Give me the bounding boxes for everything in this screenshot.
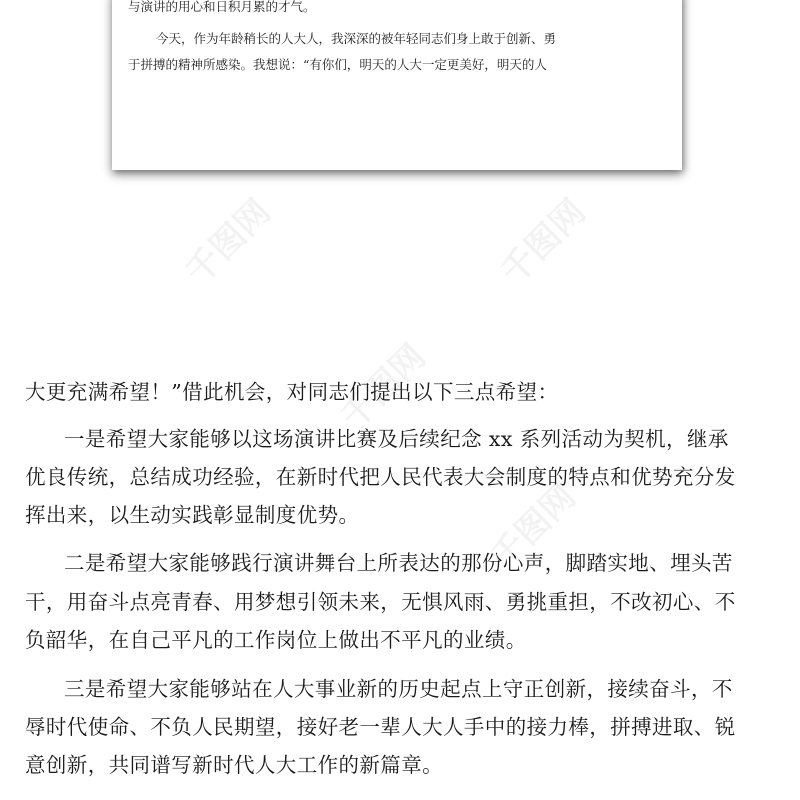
paragraph-1-line: 挥出来，以生动实践彰显制度优势。 xyxy=(25,503,360,527)
paper-preview-card xyxy=(112,0,682,170)
paper-line: 与演讲的用心和日积月累的才气。 xyxy=(128,0,316,14)
paragraph-2-line: 干，用奋斗点亮青春、用梦想引领未来，无惧风雨、勇挑重担，不改初心、不 xyxy=(25,590,736,614)
watermark: 千图网 xyxy=(178,191,279,293)
paragraph-3-line: 辱时代使命、不负人民期望，接好老一辈人大人手中的接力棒，拼搏进取、锐 xyxy=(25,715,736,739)
paragraph-1-line: 一是希望大家能够以这场演讲比赛及后续纪念 xx 系列活动为契机，继承 xyxy=(64,427,729,451)
watermark: 千图网 xyxy=(483,476,584,578)
paragraph-3-line: 意创新，共同谱写新时代人大工作的新篇章。 xyxy=(25,753,443,777)
paragraph-3-line: 三是希望大家能够站在人大事业新的历史起点上守正创新，接续奋斗，不 xyxy=(64,677,733,701)
watermark: 千图网 xyxy=(333,336,434,438)
paragraph-2-line: 二是希望大家能够践行演讲舞台上所表达的那份心声，脚踏实地、埋头苦 xyxy=(64,551,733,575)
paragraph-1-line: 优良传统，总结成功经验，在新时代把人民代表大会制度的特点和优势充分发 xyxy=(25,465,736,489)
watermark: 千图网 xyxy=(493,191,594,293)
body-line: 大更充满希望！”借此机会，对同志们提出以下三点希望： xyxy=(25,380,559,404)
paper-line: 今天，作为年龄稍长的人大人，我深深的被年轻同志们身上敢于创新、勇 xyxy=(156,31,557,46)
paragraph-2-line: 负韶华，在自己平凡的工作岗位上做出不平凡的业绩。 xyxy=(25,628,527,652)
paper-line: 于拼搏的精神所感染。我想说：“有你们，明天的人大一定更美好，明天的人 xyxy=(128,57,547,72)
